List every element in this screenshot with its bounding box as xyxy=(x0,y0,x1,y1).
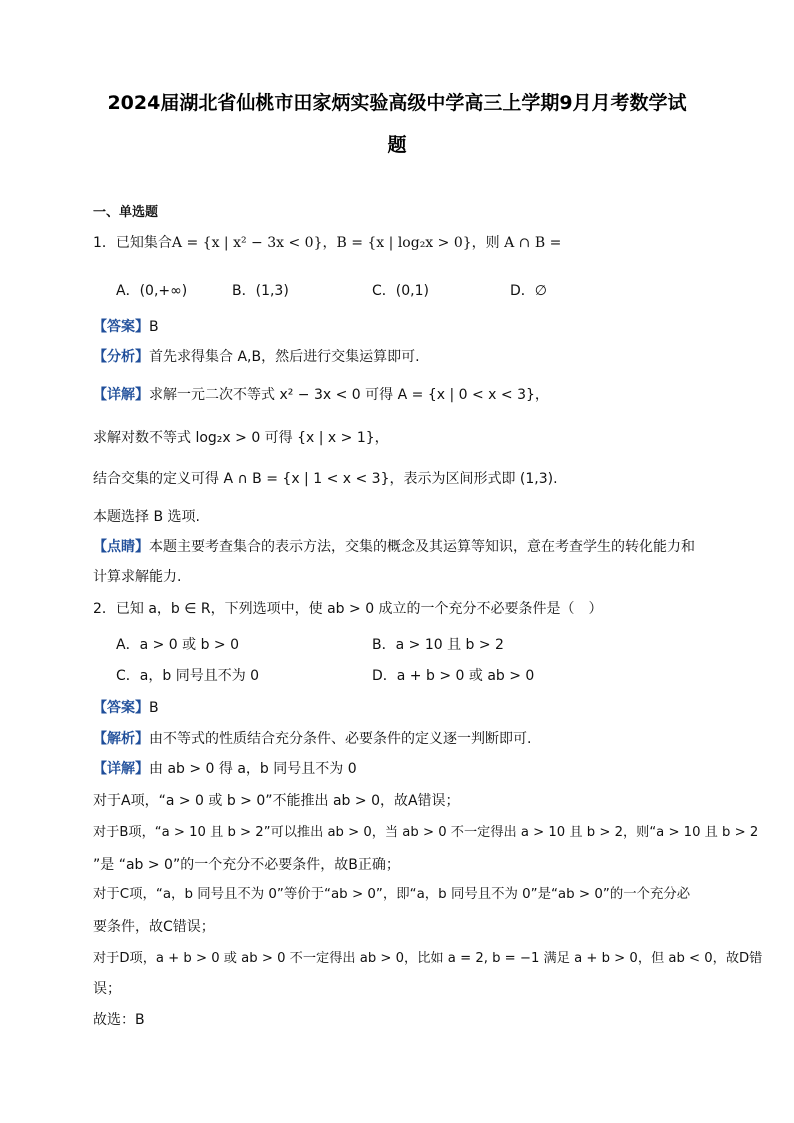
q2-analysis-text: 由不等式的性质结合充分条件、必要条件的定义逐一判断即可. xyxy=(149,731,532,747)
q1-set-a: A = {x | x² − 3x < 0} xyxy=(171,235,323,251)
q1-stem xyxy=(93,234,561,252)
q2-answer xyxy=(93,699,159,717)
q1-remark-tag: 【点睛】 xyxy=(93,539,149,555)
q1-option-d: D．∅ xyxy=(510,283,547,299)
q1-analysis-text: 首先求得集合 A,B，然后进行交集运算即可. xyxy=(149,349,420,365)
q2-answer-tag: 【答案】 xyxy=(93,700,149,716)
q2-stem: 2．已知 a，b ∈ R，下列选项中，使 ab > 0 成立的一个充分不必要条件是（ ） xyxy=(93,601,603,617)
q1-analysis-tag: 【分析】 xyxy=(93,349,149,365)
q2-analysis-tag: 【解析】 xyxy=(93,731,149,747)
q1-detail-line-3: 结合交集的定义可得 A ∩ B = {x | 1 < x < 3}，表示为区间形式即 (1,3). xyxy=(93,471,558,487)
q2-detail-line: 对于C项，“a，b 同号且不为 0”等价于“ab > 0”，即“a，b 同号且不为 0”是“ab > 0”的一个充分必 xyxy=(93,887,691,902)
q1-answer xyxy=(93,318,159,336)
q1-option-c: C．(0,1) xyxy=(372,283,429,299)
q1-ask: ，则 A ∩ B = xyxy=(471,235,562,251)
q2-analysis xyxy=(93,730,531,748)
q2-detail-line: ”是 “ab > 0”的一个充分不必要条件，故B正确； xyxy=(93,857,400,873)
q2-detail-line: 对于A项，“a > 0 或 b > 0”不能推出 ab > 0，故A错误； xyxy=(93,793,460,809)
q1-remark-line-2: 计算求解能力. xyxy=(93,569,182,585)
q1-detail-tag: 【详解】 xyxy=(93,387,149,403)
q1-number-prefix: 1．已知集合 xyxy=(93,235,172,251)
document-title-line-1: 2024届湖北省仙桃市田家炳实验高级中学高三上学期9月月考数学试 xyxy=(107,92,687,114)
q1-set-b: B = {x | log₂x > 0} xyxy=(336,235,472,251)
section-heading: 一、单选题 xyxy=(93,205,159,220)
q2-detail-line: 误； xyxy=(93,981,121,997)
q2-detail-line: 对于D项，a + b > 0 或 ab > 0 不一定得出 ab > 0，比如 a = 2, b = −1 满足 a + b > 0，但 ab < 0，故D错 xyxy=(93,951,763,966)
q1-answer-tag: 【答案】 xyxy=(93,319,149,335)
q1-detail xyxy=(93,386,549,404)
q2-answer-value: B xyxy=(149,700,159,716)
q2-detail-line: 对于B项，“a > 10 且 b > 2”可以推出 ab > 0，当 ab > 0 不一定得出 a > 10 且 b > 2，则“a > 10 且 b > 2 xyxy=(93,825,759,840)
q1-remark-line-1: 本题主要考查集合的表示方法，交集的概念及其运算等知识，意在考查学生的转化能力和 xyxy=(149,539,695,555)
q1-option-a: A．(0,+∞) xyxy=(116,283,188,299)
q1-detail-line-4: 本题选择 B 选项. xyxy=(93,509,200,525)
q1-remark xyxy=(93,538,695,556)
q2-detail-line: 故选：B xyxy=(93,1012,145,1028)
q1-option-b: B．(1,3) xyxy=(232,283,289,299)
q2-detail-tag: 【详解】 xyxy=(93,761,149,777)
q2-option-d: D．a + b > 0 或 ab > 0 xyxy=(372,668,535,684)
q2-detail-line: 要条件，故C错误； xyxy=(93,919,215,935)
q2-option-b: B．a > 10 且 b > 2 xyxy=(372,637,504,653)
q1-answer-value: B xyxy=(149,319,159,335)
q2-detail xyxy=(93,760,357,778)
q1-separator: ， xyxy=(322,235,337,251)
q2-option-c: C．a，b 同号且不为 0 xyxy=(116,668,260,684)
q1-detail-line-2: 求解对数不等式 log₂x > 0 可得 {x | x > 1}， xyxy=(93,430,389,446)
document-title-line-2: 题 xyxy=(387,134,407,156)
q1-detail-line-1: 求解一元二次不等式 x² − 3x < 0 可得 A = {x | 0 < x < 3}， xyxy=(149,387,549,403)
q2-option-a: A．a > 0 或 b > 0 xyxy=(116,637,240,653)
q2-detail-intro: 由 ab > 0 得 a，b 同号且不为 0 xyxy=(149,761,357,777)
q1-analysis xyxy=(93,348,420,366)
